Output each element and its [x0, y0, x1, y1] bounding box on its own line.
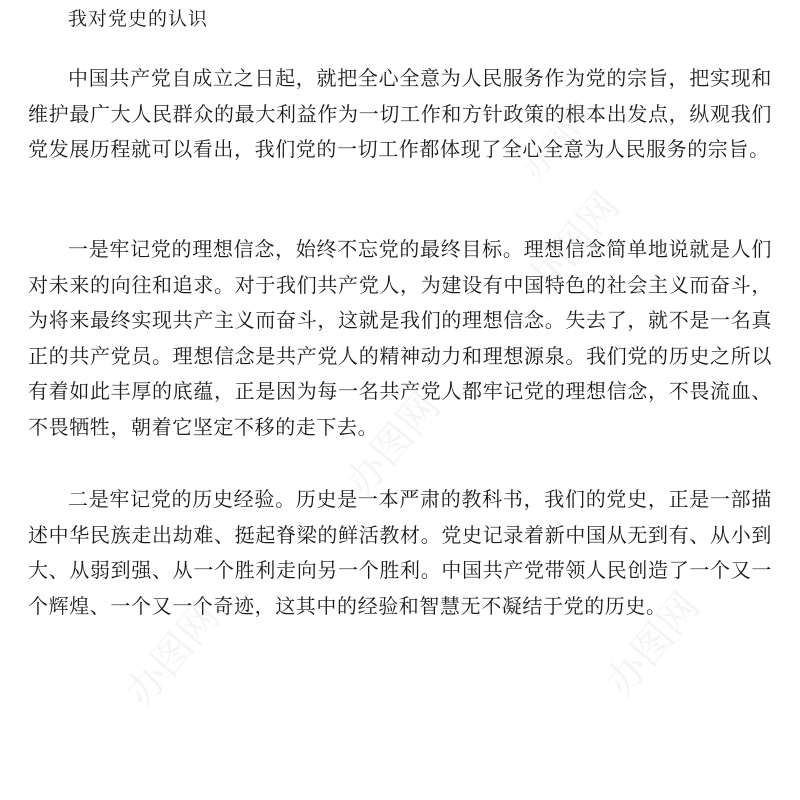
paragraph-history: 二是牢记党的历史经验。历史是一本严肃的教科书，我们的党史，正是一部描述中华民族走出劫难、挺起脊梁的鲜活教材。党史记录着新中国从无到有、从小到大、从弱到强、从一个胜利走向另一个胜利。中国共产党带领人民创造了一个又一个辉煌、一个又一个奇迹，这其中的经验和智慧无不凝结于党的历史。 — [28, 487, 772, 618]
paragraph-intro: 中国共产党自成立之日起，就把全心全意为人民服务作为党的宗旨，把实现和维护最广大人民群众的最大利益作为一切工作和方针政策的根本出发点，纵观我们党发展历程就可以看出，我们党的一切工作都体现了全心全意为人民服务的宗旨。 — [28, 66, 772, 161]
watermark-logo: 办图网 — [516, 183, 630, 306]
watermark-logo: 办图网 — [336, 383, 450, 506]
document-title: 我对党史的认识 — [68, 8, 209, 30]
watermark-logo: 办图网 — [116, 593, 230, 716]
document-page — [28, 0, 772, 800]
watermark-logo: 办图网 — [596, 583, 710, 706]
watermark-logo: 办图网 — [516, 96, 601, 188]
paragraph-ideals: 一是牢记党的理想信念，始终不忘党的最终目标。理想信念简单地说就是人们对未来的向往和追求。对于我们共产党人，为建设有中国特色的社会主义而奋斗，为将来最终实现共产主义而奋斗，这就是我们的理想信念。失去了，就不是一名真正的共产党员。理想信念是共产党人的精神动力和理想源泉。我们党的历史之所以有着如此丰厚的底蕴，正是因为每一名共产党人都牢记党的理想信念，不畏流血、不畏牺牲，朝着它坚定不移的走下去。 — [28, 237, 772, 439]
